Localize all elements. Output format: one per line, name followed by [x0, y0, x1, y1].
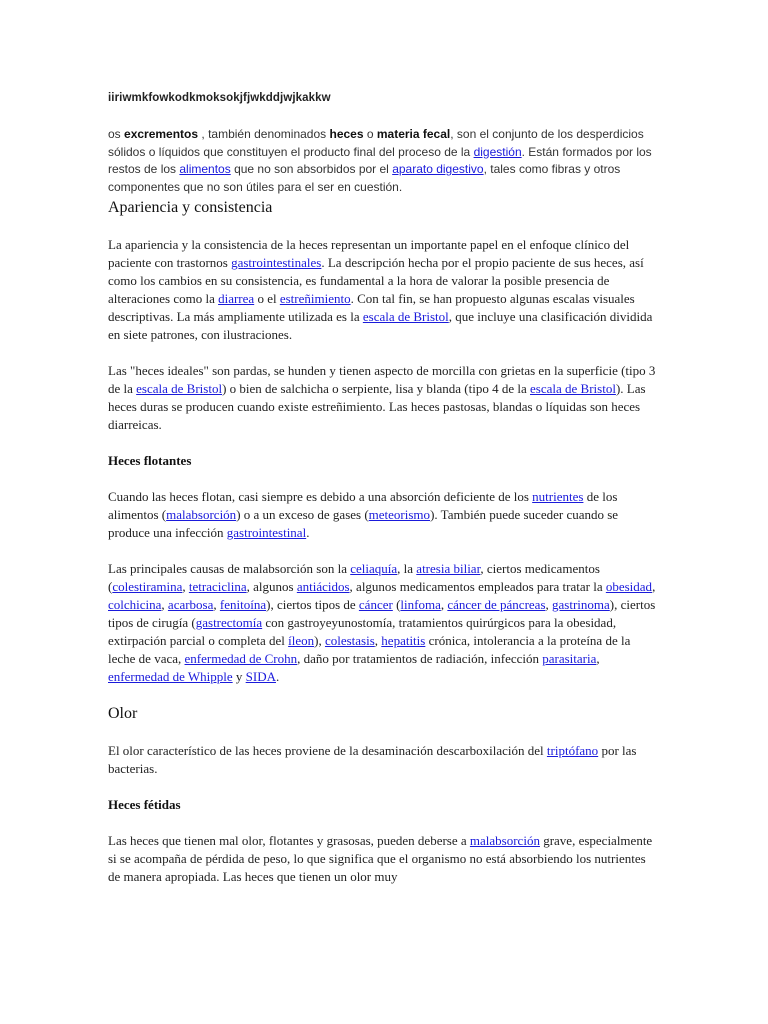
link-colestasis[interactable]: colestasis [324, 633, 375, 648]
link-malabsorcion[interactable]: malabsorción [469, 833, 540, 848]
flotantes-paragraph-2: Las principales causas de malabsorción son la celiaquía, la atresia biliar, ciertos medicamentos (colestiramina, tetraciclina, algunos antiácidos, algunos medicamentos empleados para tratar la obesidad, colchicina, acarbosa, fenitoína), ciertos tipos de cáncer (linfoma, cáncer de páncreas, gastrinoma), ciertos tipos de cirugía (gastrectomía con gastroyeyunostomía, tratamientos quirúrgicos para la obesidad, extirpación parcial o completa del íleon), colestasis, hepatitis crónica, intolerancia a la proteína de la leche de vaca, enfermedad de Crohn, daño por tratamientos de radiación, infección parasitaria, enfermedad de Whipple y SIDA. [108, 561, 656, 684]
link-meteorismo[interactable]: meteorismo [368, 507, 431, 522]
heading-olor: Olor [108, 705, 138, 722]
link-cancer[interactable]: cáncer [358, 597, 393, 612]
link-linfoma[interactable]: linfoma [400, 597, 441, 612]
link-enfermedad-de-whipple[interactable]: enfermedad de Whipple [108, 669, 233, 684]
olor-paragraph-1: El olor característico de las heces proviene de la desaminación descarboxilación del triptófano por las bacterias. [108, 743, 637, 776]
link-acarbosa[interactable]: acarbosa [167, 597, 214, 612]
link-ileon[interactable]: íleon [288, 633, 315, 648]
flotantes-paragraph-1: Cuando las heces flotan, casi siempre es debido a una absorción deficiente de los nutrientes de los alimentos (malabsorción) o a un exceso de gases (meteorismo). También puede suceder cuando se produce una infección gastrointestinal. [108, 489, 619, 540]
link-celiaquia[interactable]: celiaquía [350, 561, 398, 576]
link-triptofano[interactable]: triptófano [546, 743, 599, 758]
link-aparato-digestivo[interactable]: aparato digestivo [392, 162, 484, 176]
link-gastrectomia[interactable]: gastrectomía [195, 615, 263, 630]
term-materia-fecal: materia fecal [376, 127, 451, 141]
heading-heces-flotantes: Heces flotantes [108, 453, 192, 468]
link-obesidad[interactable]: obesidad [605, 579, 653, 594]
intro-paragraph: os excrementos , también denominados heces o materia fecal, son el conjunto de los desperdicios sólidos o líquidos que constituyen el producto final del proceso de la digestión. Están formados por los restos de los alimentos que no son absorbidos por el aparato digestivo, tales como fibras y otros componentes que no son útiles para el ser en cuestión. [108, 127, 652, 194]
link-colchicina[interactable]: colchicina [108, 597, 162, 612]
link-nutrientes[interactable]: nutrientes [532, 489, 584, 504]
link-alimentos[interactable]: alimentos [179, 162, 231, 176]
link-escala-de-bristol[interactable]: escala de Bristol [362, 309, 449, 324]
link-parasitaria[interactable]: parasitaria [542, 651, 597, 666]
term-heces: heces [329, 127, 364, 141]
link-enfermedad-de-crohn[interactable]: enfermedad de Crohn [184, 651, 298, 666]
apariencia-paragraph-2: Las "heces ideales" son pardas, se hunden y tienen aspecto de morcilla con grietas en la superficie (tipo 3 de la escala de Bristol) o bien de salchicha o serpiente, lisa y blanda (tipo 4 de la escala de Bristol). Las heces duras se producen cuando existe estreñimiento. Las heces pastosas, blandas o líquidas son heces diarreicas. [108, 363, 656, 432]
link-atresia-biliar[interactable]: atresia biliar [416, 561, 481, 576]
link-sida[interactable]: SIDA [245, 669, 276, 684]
link-escala-de-bristol[interactable]: escala de Bristol [530, 381, 616, 396]
link-gastrointestinales[interactable]: gastrointestinales [231, 255, 322, 270]
link-diarrea[interactable]: diarrea [218, 291, 255, 306]
link-hepatitis[interactable]: hepatitis [381, 633, 426, 648]
document-page [108, 92, 660, 886]
link-estrenimiento[interactable]: estreñimiento [279, 291, 351, 306]
term-excrementos: excrementos [124, 127, 199, 141]
link-escala-de-bristol[interactable]: escala de Bristol [136, 381, 223, 396]
heading-heces-fetidas: Heces fétidas [108, 797, 181, 812]
link-fenitoina[interactable]: fenitoína [219, 597, 267, 612]
fetidas-paragraph-1: Las heces que tienen mal olor, flotantes y grasosas, pueden deberse a malabsorción grave, especialmente si se acompaña de pérdida de peso, lo que significa que el organismo no está absorbiendo los nutrientes de manera apropiada. Las heces que tienen un olor muy [108, 833, 653, 884]
link-tetraciclina[interactable]: tetraciclina [188, 579, 247, 594]
link-digestion[interactable]: digestión [473, 144, 522, 159]
link-gastrointestinal[interactable]: gastrointestinal [226, 525, 307, 540]
link-colestiramina[interactable]: colestiramina [112, 579, 183, 594]
link-malabsorcion[interactable]: malabsorción [166, 507, 237, 522]
heading-apariencia: Apariencia y consistencia [108, 199, 273, 216]
link-antiacidos[interactable]: antiácidos [296, 579, 350, 594]
link-gastrinoma[interactable]: gastrinoma [552, 597, 610, 612]
document-header-text: iiriwmkfowkodkmoksokjfjwkddjwjkakkw [108, 92, 331, 104]
link-cancer-de-pancreas[interactable]: cáncer de páncreas [447, 597, 546, 612]
apariencia-paragraph-1: La apariencia y la consistencia de la heces representan un importante papel en el enfoque clínico del paciente con trastornos gastrointestinales. La descripción hecha por el propio paciente de sus heces, así como los cambios en su consistencia, es fundamental a la hora de valorar la posible presencia de alteraciones como la diarrea o el estreñimiento. Con tal fin, se han propuesto algunas escalas visuales descriptivas. La más ampliamente utilizada es la escala de Bristol, que incluye una clasificación dividida en siete patrones, con ilustraciones. [108, 237, 653, 342]
